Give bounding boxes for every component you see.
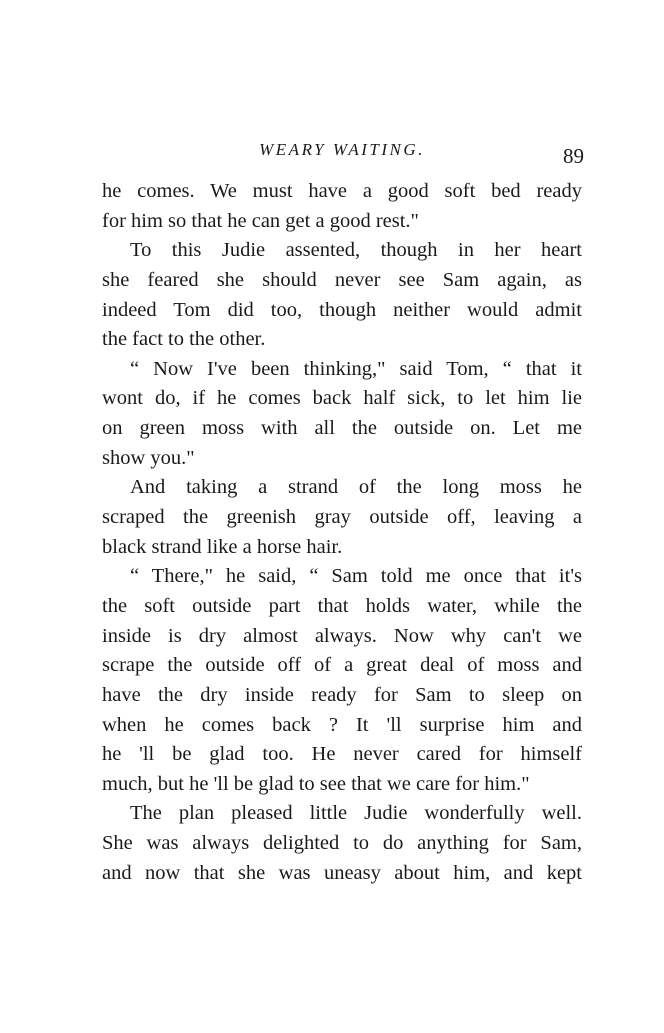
text-line: he comes. We must have a good soft bed ready (102, 180, 582, 202)
text-line: much, but he 'll be glad to see that we care for him." (102, 772, 530, 795)
page-header (100, 140, 584, 170)
text-line: show you." (102, 446, 195, 469)
running-head: WEARY WAITING. (259, 140, 425, 159)
text-line: inside is dry almost always. Now why can't we (102, 624, 582, 647)
text-line: The plan pleased little Judie wonderfully well. (130, 802, 582, 825)
body-text (102, 177, 582, 888)
text-line: on green moss with all the outside on. Let me (102, 417, 582, 440)
text-line: “ There," he said, “ Sam told me once that it's (130, 565, 582, 588)
text-line: scraped the greenish gray outside off, leaving a (102, 506, 582, 529)
text-line: he 'll be glad too. He never cared for himself (102, 743, 582, 766)
text-line: indeed Tom did too, though neither would admit (102, 298, 582, 321)
text-line: She was always delighted to do anything for Sam, (102, 832, 582, 855)
text-line: the soft outside part that holds water, while the (102, 594, 582, 617)
text-line: black strand like a horse hair. (102, 535, 343, 558)
text-line: “ Now I've been thinking," said Tom, “ that it (130, 357, 582, 380)
text-line: have the dry inside ready for Sam to sleep on (102, 683, 582, 706)
text-line: she feared she should never see Sam again, as (102, 268, 582, 291)
text-line: when he comes back ? It 'll surprise him and (102, 713, 582, 736)
page-number: 89 (563, 144, 584, 168)
text-line: for him so that he can get a good rest." (102, 209, 419, 232)
text-line: wont do, if he comes back half sick, to let him lie (102, 387, 582, 410)
text-line: and now that she was uneasy about him, and kept (102, 861, 582, 884)
text-line: scrape the outside off of a great deal of moss and (102, 654, 582, 677)
text-line: And taking a strand of the long moss he (130, 476, 582, 499)
text-line: To this Judie assented, though in her heart (130, 239, 582, 262)
text-line: the fact to the other. (102, 328, 266, 351)
